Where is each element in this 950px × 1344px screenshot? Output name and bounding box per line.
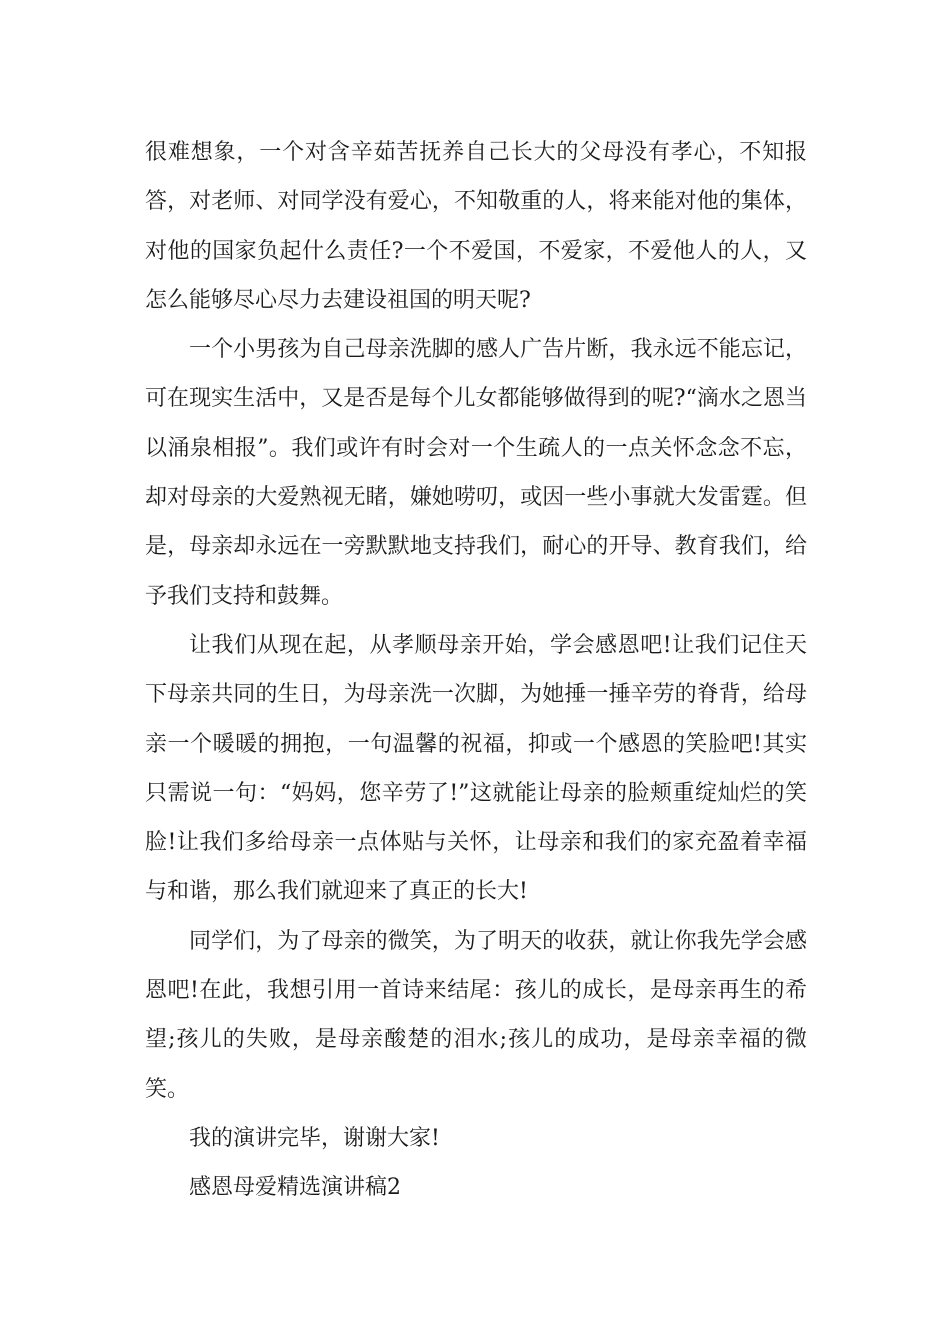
section-title: 感恩母爱精选演讲稿2 [189,1175,401,1201]
paragraph: 一个小男孩为自己母亲洗脚的感人广告片断，我永远不能忘记，可在现实生活中，又是否是每个儿女都能够做得到的呢?“滴水之恩当以涌泉相报”。我们或许有时会对一个生疏人的一点关怀念念不忘，却对母亲的大爱熟视无睹，嫌她唠叨，或因一些小事就大发雷霆。但是，母亲却永远在一旁默默地支持我们，耐心的开导、教育我们，给予我们支持和鼓舞。 [145,337,807,609]
paragraph: 让我们从现在起，从孝顺母亲开始，学会感恩吧!让我们记住天下母亲共同的生日，为母亲洗一次脚，为她捶一捶辛劳的脊背，给母亲一个暖暖的拥抱，一句温馨的祝福，抑或一个感恩的笑脸吧!其实只需说一句：“妈妈，您辛劳了!”这就能让母亲的脸颊重绽灿烂的笑脸!让我们多给母亲一点体贴与关怀，让母亲和我们的家充盈着幸福与和谐，那么我们就迎来了真正的长大! [145,632,807,905]
closing-line: 我的演讲完毕，谢谢大家! [189,1125,440,1151]
document-page [145,128,807,1213]
paragraph-continued: 很难想象，一个对含辛茹苦抚养自己长大的父母没有孝心，不知报答，对老师、对同学没有爱心，不知敬重的人，将来能对他的集体，对他的国家负起什么责任?一个不爱国，不爱家，不爱他人的人，又怎么能够尽心尽力去建设祖国的明天呢? [145,140,807,313]
paragraph: 同学们，为了母亲的微笑，为了明天的收获，就让你我先学会感恩吧!在此，我想引用一首诗来结尾：孩儿的成长，是母亲再生的希望;孩儿的失败，是母亲酸楚的泪水;孩儿的成功，是母亲幸福的微笑。 [145,928,807,1102]
